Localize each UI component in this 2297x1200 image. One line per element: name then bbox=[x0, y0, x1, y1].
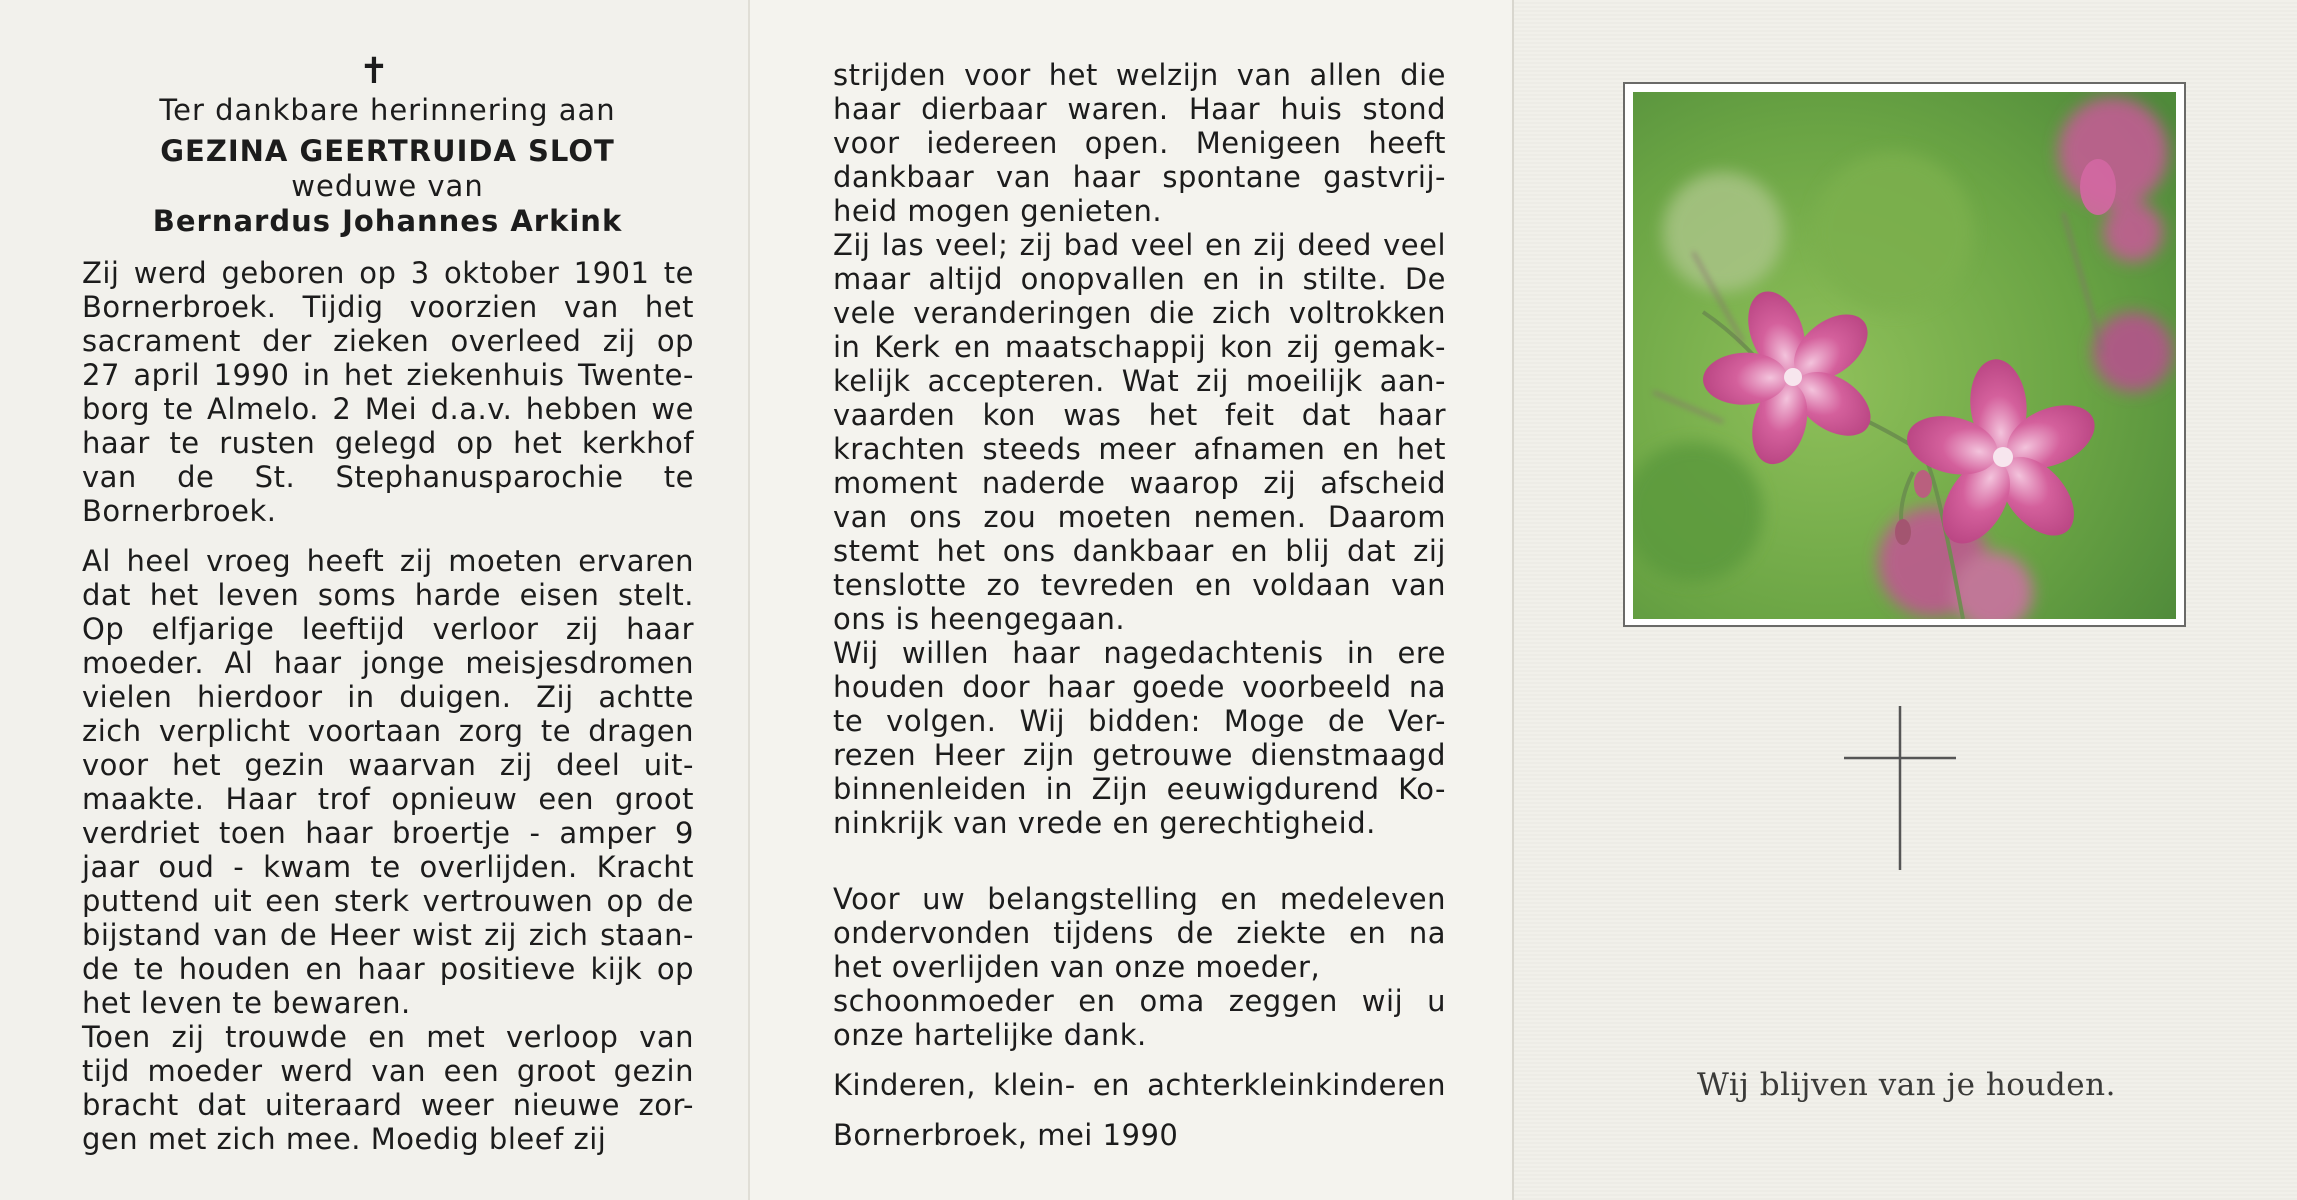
left-panel bbox=[0, 0, 748, 1200]
text-line: zich verplicht voortaan zorg te dragen bbox=[82, 714, 694, 748]
text-line: sacrament der zieken overleed zij op bbox=[82, 324, 694, 358]
text-line: onze hartelijke dank. bbox=[833, 1018, 1147, 1052]
text-line: rezen Heer zijn getrouwe dienstmaagd bbox=[833, 738, 1446, 772]
intro-line: Ter dankbare herinnering aan bbox=[159, 93, 616, 127]
text-line: dankbaar van haar spontane gastvrij- bbox=[833, 160, 1446, 194]
text-line: borg te Almelo. 2 Mei d.a.v. hebben we bbox=[82, 392, 694, 426]
text-line: strijden voor het welzijn van allen die bbox=[833, 58, 1446, 92]
text-line: vielen hierdoor in duigen. Zij achtte bbox=[82, 680, 694, 714]
text-line: 27 april 1990 in het ziekenhuis Twente- bbox=[82, 358, 694, 392]
thin-cross-icon bbox=[1844, 706, 1956, 870]
text-line: Zij werd geboren op 3 oktober 1901 te bbox=[82, 256, 694, 290]
motto-text: Wij blijven van je houden. bbox=[1697, 1067, 2116, 1103]
text-line: binnenleiden in Zijn eeuwigdurend Ko- bbox=[833, 772, 1446, 806]
text-line: moeder. Al haar jonge meisjesdromen bbox=[82, 646, 694, 680]
text-line: kelijk accepteren. Wat zij moeilijk aan- bbox=[833, 364, 1446, 398]
pink-flower-photo-icon bbox=[1633, 92, 2176, 619]
text-line: Bornerbroek. bbox=[82, 494, 277, 528]
thank-you-paragraph bbox=[833, 882, 1446, 1052]
deceased-name: GEZINA GEERTRUIDA SLOT bbox=[160, 134, 615, 168]
text-line: ons is heengegaan. bbox=[833, 602, 1126, 636]
text-line: haar dierbaar waren. Haar huis stond bbox=[833, 92, 1446, 126]
text-line: ondervonden tijdens de ziekte en na bbox=[833, 916, 1446, 950]
text-line: voor iedereen open. Menigeen heeft bbox=[833, 126, 1446, 160]
text-line: haar te rusten gelegd op het kerkhof bbox=[82, 426, 694, 460]
text-line: de te houden en haar positieve kijk op bbox=[82, 952, 694, 986]
text-line: tijd moeder werd van een groot gezin bbox=[82, 1054, 694, 1088]
text-line: houden door haar goede voorbeeld na bbox=[833, 670, 1446, 704]
text-line: het leven te bewaren. bbox=[82, 986, 411, 1020]
text-line: ninkrijk van vrede en gerechtigheid. bbox=[833, 806, 1376, 840]
text-line: maar altijd onopvallen en in stilte. De bbox=[833, 262, 1446, 296]
photo-frame bbox=[1623, 82, 2186, 627]
text-line: Al heel vroeg heeft zij moeten ervaren bbox=[82, 544, 694, 578]
text-line: gen met zich mee. Moedig bleef zij bbox=[82, 1122, 607, 1156]
text-line: Zij las veel; zij bad veel en zij deed veel bbox=[833, 228, 1446, 262]
text-line: bracht dat uiteraard weer nieuwe zor- bbox=[82, 1088, 694, 1122]
text-line: schoonmoeder en oma zeggen wij u bbox=[833, 984, 1446, 1018]
text-line: Toen zij trouwde en met verloop van bbox=[82, 1020, 694, 1054]
text-line: bijstand van de Heer wist zij zich staan- bbox=[82, 918, 694, 952]
text-line: puttend uit een sterk vertrouwen op de bbox=[82, 884, 694, 918]
text-line: vaarden kon was het feit dat haar bbox=[833, 398, 1446, 432]
small-cross-icon: ✝ bbox=[358, 51, 390, 92]
husband-name: Bernardus Johannes Arkink bbox=[152, 204, 623, 238]
text-line: krachten steeds meer afnamen en het bbox=[833, 432, 1446, 466]
place-date-line: Bornerbroek, mei 1990 bbox=[833, 1118, 1179, 1152]
widow-of-line: weduwe van bbox=[291, 169, 484, 203]
text-line: van ons zou moeten nemen. Daarom bbox=[833, 500, 1446, 534]
text-line: tenslotte zo tevreden en voldaan van bbox=[833, 568, 1446, 602]
text-line: voor het gezin waarvan zij deel uit- bbox=[82, 748, 694, 782]
text-line: Op elfjarige leeftijd verloor zij haar bbox=[82, 612, 694, 646]
text-line: moment naderde waarop zij afscheid bbox=[833, 466, 1446, 500]
middle-panel bbox=[748, 0, 1512, 1200]
signature-line: Kinderen, klein- en achterkleinkinderen bbox=[833, 1068, 1446, 1102]
text-line: maakte. Haar trof opnieuw een groot bbox=[82, 782, 694, 816]
text-line: dat het leven soms harde eisen stelt. bbox=[82, 578, 694, 612]
text-line: vele veranderingen die zich voltrokken bbox=[833, 296, 1446, 330]
text-line: in Kerk en maatschappij kon zij gemak- bbox=[833, 330, 1446, 364]
text-line: verdriet toen haar broertje - amper 9 bbox=[82, 816, 694, 850]
text-line: Wij willen haar nagedachtenis in ere bbox=[833, 636, 1446, 670]
text-line: heid mogen genieten. bbox=[833, 194, 1163, 228]
right-panel bbox=[1512, 0, 2297, 1200]
text-line: het overlijden van onze moeder, bbox=[833, 950, 1321, 984]
biography-paragraph-2 bbox=[82, 544, 694, 1156]
text-line: Bornerbroek. Tijdig voorzien van het bbox=[82, 290, 694, 324]
text-line: te volgen. Wij bidden: Moge de Ver- bbox=[833, 704, 1446, 738]
text-line: van de St. Stephanusparochie te bbox=[82, 460, 694, 494]
biography-paragraph-1 bbox=[82, 256, 694, 528]
text-line: jaar oud - kwam te overlijden. Kracht bbox=[82, 850, 694, 884]
text-line: stemt het ons dankbaar en blij dat zij bbox=[833, 534, 1446, 568]
text-line: Voor uw belangstelling en medeleven bbox=[833, 882, 1446, 916]
biography-paragraph-3 bbox=[833, 58, 1446, 840]
